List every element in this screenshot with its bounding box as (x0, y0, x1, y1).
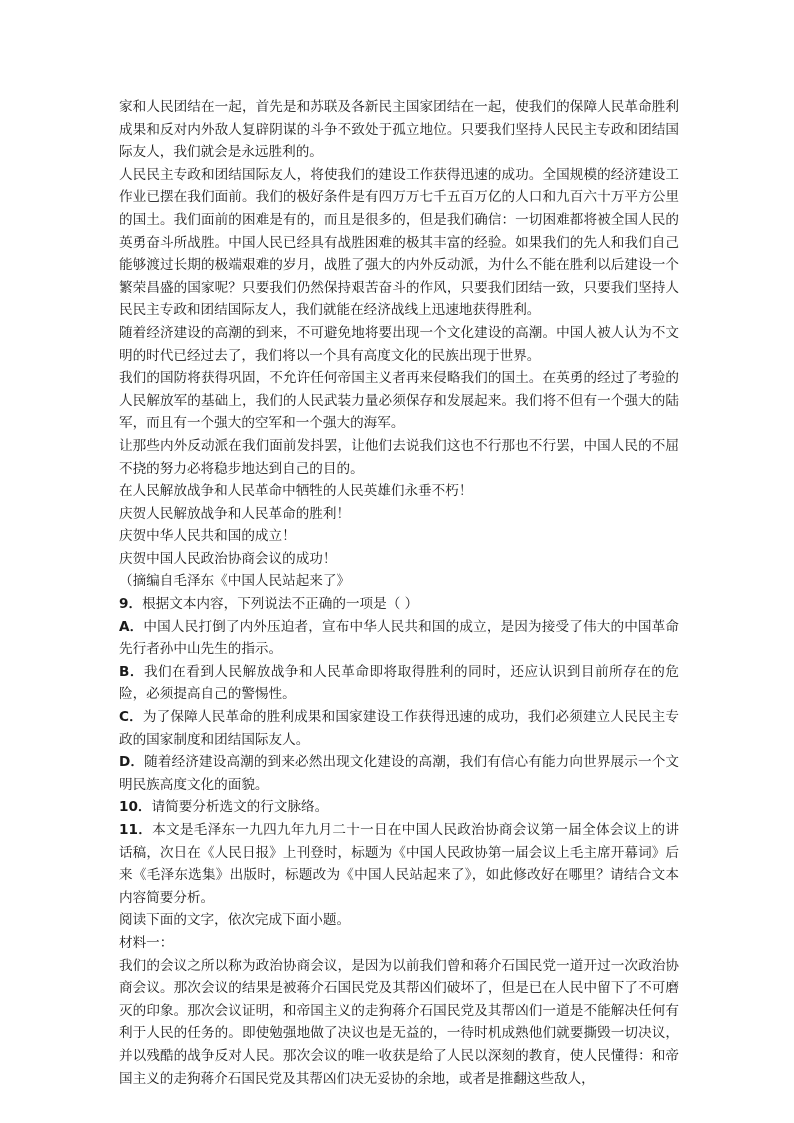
question-text: 根据文本内容，下列说法不正确的一项是（ ） (142, 596, 419, 613)
reading-instruction: 阅读下面的文字，依次完成下面小题。 (119, 912, 351, 929)
reading-section (119, 909, 679, 1090)
paragraph-4: 我们的国防将获得巩固，不允许任何帝国主义者再来侵略我们的国土。在英勇的经过了考验的人民解放军的基础上，我们的人民武装力量必须保存和发展起来。我们将不但有一个强大的陆军，而且有一个强大的空军和一个强大的海军。 (119, 370, 679, 432)
material-paragraph: 我们的会议之所以称为政治协商会议，是因为以前我们曾和蒋介石国民党一道开过一次政治协商会议。那次会议的结果是被蒋介石国民党及其帮凶们破坏了，但是已在人民中留下了不可磨灭的印象。那次会议证明，和帝国主义的走狗蒋介石国民党及其帮凶们一道是不能解决任何有利于人民的任务的。即使勉强地做了决议也是无益的，一待时机成熟他们就要撕毁一切决议，并以残酷的战争反对人民。那次会议的唯一收获是给了人民以深刻的教育，使人民懂得：和帝国主义的走狗蒋介石国民党及其帮凶们决无妥协的余地，或者是推翻这些敌人， (119, 957, 679, 1087)
option-text: 中国人民打倒了内外压迫者，宣布中华人民共和国的成立，是因为接受了伟大的中国革命先行者孙中山先生的指示。 (119, 618, 679, 658)
option-a (119, 616, 679, 661)
slogan-2: 庆贺人民解放战争和人民革命的胜利！ (119, 505, 351, 522)
article-body (119, 96, 679, 593)
question-11 (119, 819, 679, 909)
paragraph-1: 家和人民团结在一起，首先是和苏联及各新民主国家团结在一起，使我们的保障人民革命胜利成果和反对内外敌人复辟阴谋的斗争不致处于孤立地位。只要我们坚持人民民主专政和团结国际友人，我们就会是永远胜利的。 (119, 99, 679, 161)
source-note: （摘编自毛泽东《中国人民站起来了》 (119, 573, 351, 590)
option-text: 随着经济建设高潮的到来必然出现文化建设的高潮，我们有信心有能力向世界展示一个文明民族高度文化的面貌。 (119, 754, 679, 793)
option-letter: D． (119, 754, 145, 771)
question-number: 11． (119, 822, 153, 838)
option-letter: B． (119, 663, 144, 680)
question-number: 9． (119, 596, 143, 613)
material-label: 材料一： (119, 934, 174, 951)
slogan-3: 庆贺中华人民共和国的成立！ (119, 528, 296, 545)
question-number: 10． (119, 799, 152, 816)
option-text: 为了保障人民革命的胜利成果和国家建设工作获得迅速的成功，我们必须建立人民民主专政的国家制度和团结国际友人。 (119, 709, 679, 748)
option-b (119, 661, 679, 706)
paragraph-2: 人民民主专政和团结国际友人，将使我们的建设工作获得迅速的成功。全国规模的经济建设工作业已摆在我们面前。我们的极好条件是有四万万七千五百万亿的人口和九百六十万平方公里的国土。我们面前的困难是有的，而且是很多的，但是我们确信：一切困难都将被全国人民的英勇奋斗所战胜。中国人民已经具有战胜困难的极其丰富的经验。如果我们的先人和我们自己能够渡过长期的极端艰难的岁月，战胜了强大的内外反动派，为什么不能在胜利以后建设一个繁荣昌盛的国家呢？只要我们仍然保持艰苦奋斗的作风，只要我们团结一致，只要我们坚持人民民主专政和团结国际友人，我们就能在经济战线上迅速地获得胜利。 (119, 166, 679, 319)
option-text: 我们在看到人民解放战争和人民革命即将取得胜利的同时，还应认识到目前所存在的危险，必须提高自己的警惕性。 (119, 663, 679, 703)
option-letter: C． (119, 709, 143, 726)
slogan-1: 在人民解放战争和人民革命中牺牲的人民英雄们永垂不朽！ (119, 483, 473, 500)
question-text: 请简要分析选文的行文脉络。 (151, 799, 329, 816)
question-10 (119, 796, 679, 819)
option-letter: A． (119, 618, 144, 635)
option-d (119, 751, 679, 796)
paragraph-5: 让那些内外反动派在我们面前发抖罢，让他们去说我们这也不行那也不行罢，中国人民的不屈不挠的努力必将稳步地达到自己的目的。 (119, 437, 679, 477)
paragraph-3: 随着经济建设的高潮的到来，不可避免地将要出现一个文化建设的高潮。中国人被人认为不文明的时代已经过去了，我们将以一个具有高度文化的民族出现于世界。 (119, 324, 679, 364)
document-page (119, 96, 679, 1090)
question-9 (119, 593, 679, 616)
question-text: 本文是毛泽东一九四九年九月二十一日在中国人民政治协商会议第一届全体会议上的讲话稿，次日在《人民日报》上刊登时，标题为《中国人民政协第一届会议上毛主席开幕词》后来《毛泽东选集》出版时，标题改为《中国人民站起来了》，如此修改好在哪里？请结合文本内容简要分析。 (119, 822, 679, 906)
questions (119, 593, 679, 909)
option-c (119, 706, 679, 751)
slogan-4: 庆贺中国人民政治协商会议的成功！ (119, 550, 337, 567)
